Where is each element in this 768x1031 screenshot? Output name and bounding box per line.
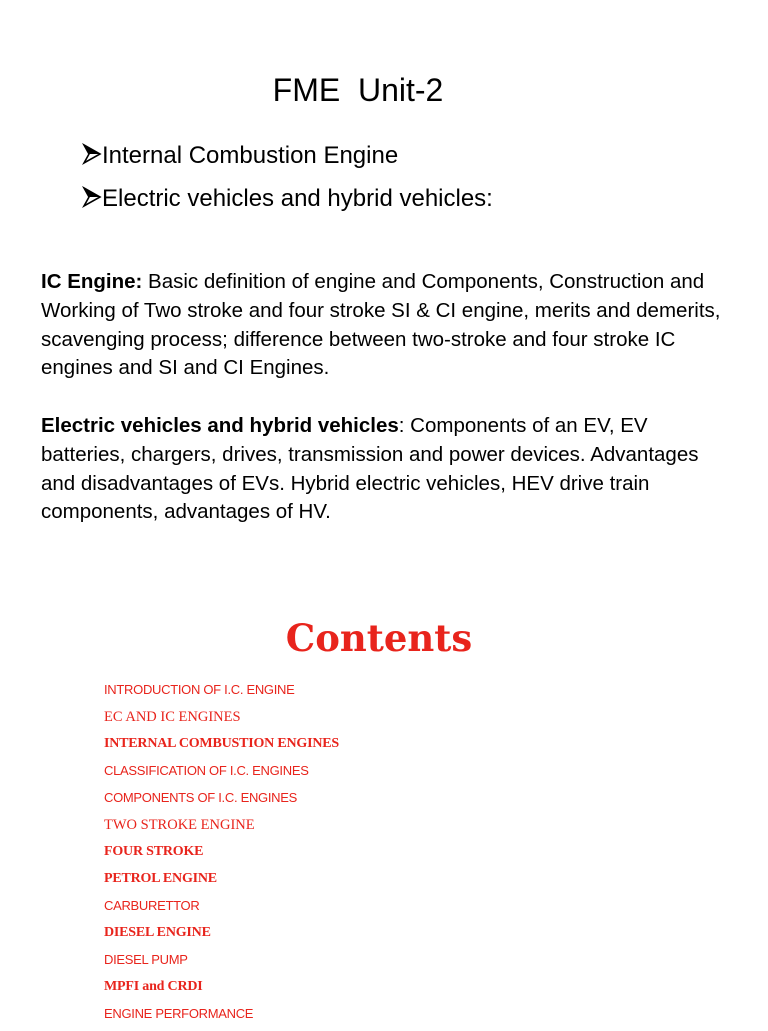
contents-item: MPFI and CRDI	[104, 979, 203, 994]
contents-item: ENGINE PERFORMANCE	[104, 1006, 254, 1021]
contents-item: COMPONENTS OF I.C. ENGINES	[104, 790, 297, 805]
topic-bullet-item	[82, 140, 493, 172]
arrow-bullet-icon	[82, 142, 102, 166]
ic-engine-paragraph	[41, 268, 731, 383]
contents-item: FOUR STROKE	[104, 844, 204, 859]
topic-bullet-item	[82, 183, 493, 215]
paragraph-text: Basic definition of engine and Components, Construction and Working of Two stroke and four stroke SI & CI engine, merits and demerits, scavenging process; difference between two-stroke and four stroke IC engines and SI and CI Engines.	[41, 270, 721, 380]
ev-hybrid-paragraph	[41, 412, 731, 527]
contents-heading: Contents	[285, 616, 473, 660]
topic-bullet-text: Electric vehicles and hybrid vehicles:	[102, 185, 493, 212]
contents-item: INTERNAL COMBUSTION ENGINES	[104, 736, 339, 751]
paragraph-text: : Components of an EV, EV batteries, chargers, drives, transmission and power devices. Advantages and disadvantages of EVs. Hybrid electric vehicles, HEV drive train components, advantages of HV.	[41, 413, 699, 524]
syllabus-description	[41, 268, 731, 556]
contents-item: CLASSIFICATION OF I.C. ENGINES	[104, 763, 309, 778]
paragraph-heading: IC Engine:	[41, 270, 143, 293]
contents-list	[104, 680, 339, 1031]
slide-title: FME Unit-2	[272, 72, 444, 108]
contents-item: INTRODUCTION OF I.C. ENGINE	[104, 682, 295, 697]
topic-bullet-list	[82, 140, 493, 226]
contents-item: DIESEL ENGINE	[104, 925, 211, 940]
topic-bullet-text: Internal Combustion Engine	[102, 142, 399, 169]
contents-item: EC AND IC ENGINES	[104, 709, 241, 725]
contents-item: DIESEL PUMP	[104, 952, 188, 967]
paragraph-heading: Electric vehicles and hybrid vehicles	[41, 413, 399, 437]
arrow-bullet-icon	[82, 185, 102, 209]
contents-item: TWO STROKE ENGINE	[104, 817, 255, 833]
contents-item: CARBURETTOR	[104, 898, 200, 913]
contents-item: PETROL ENGINE	[104, 871, 217, 886]
